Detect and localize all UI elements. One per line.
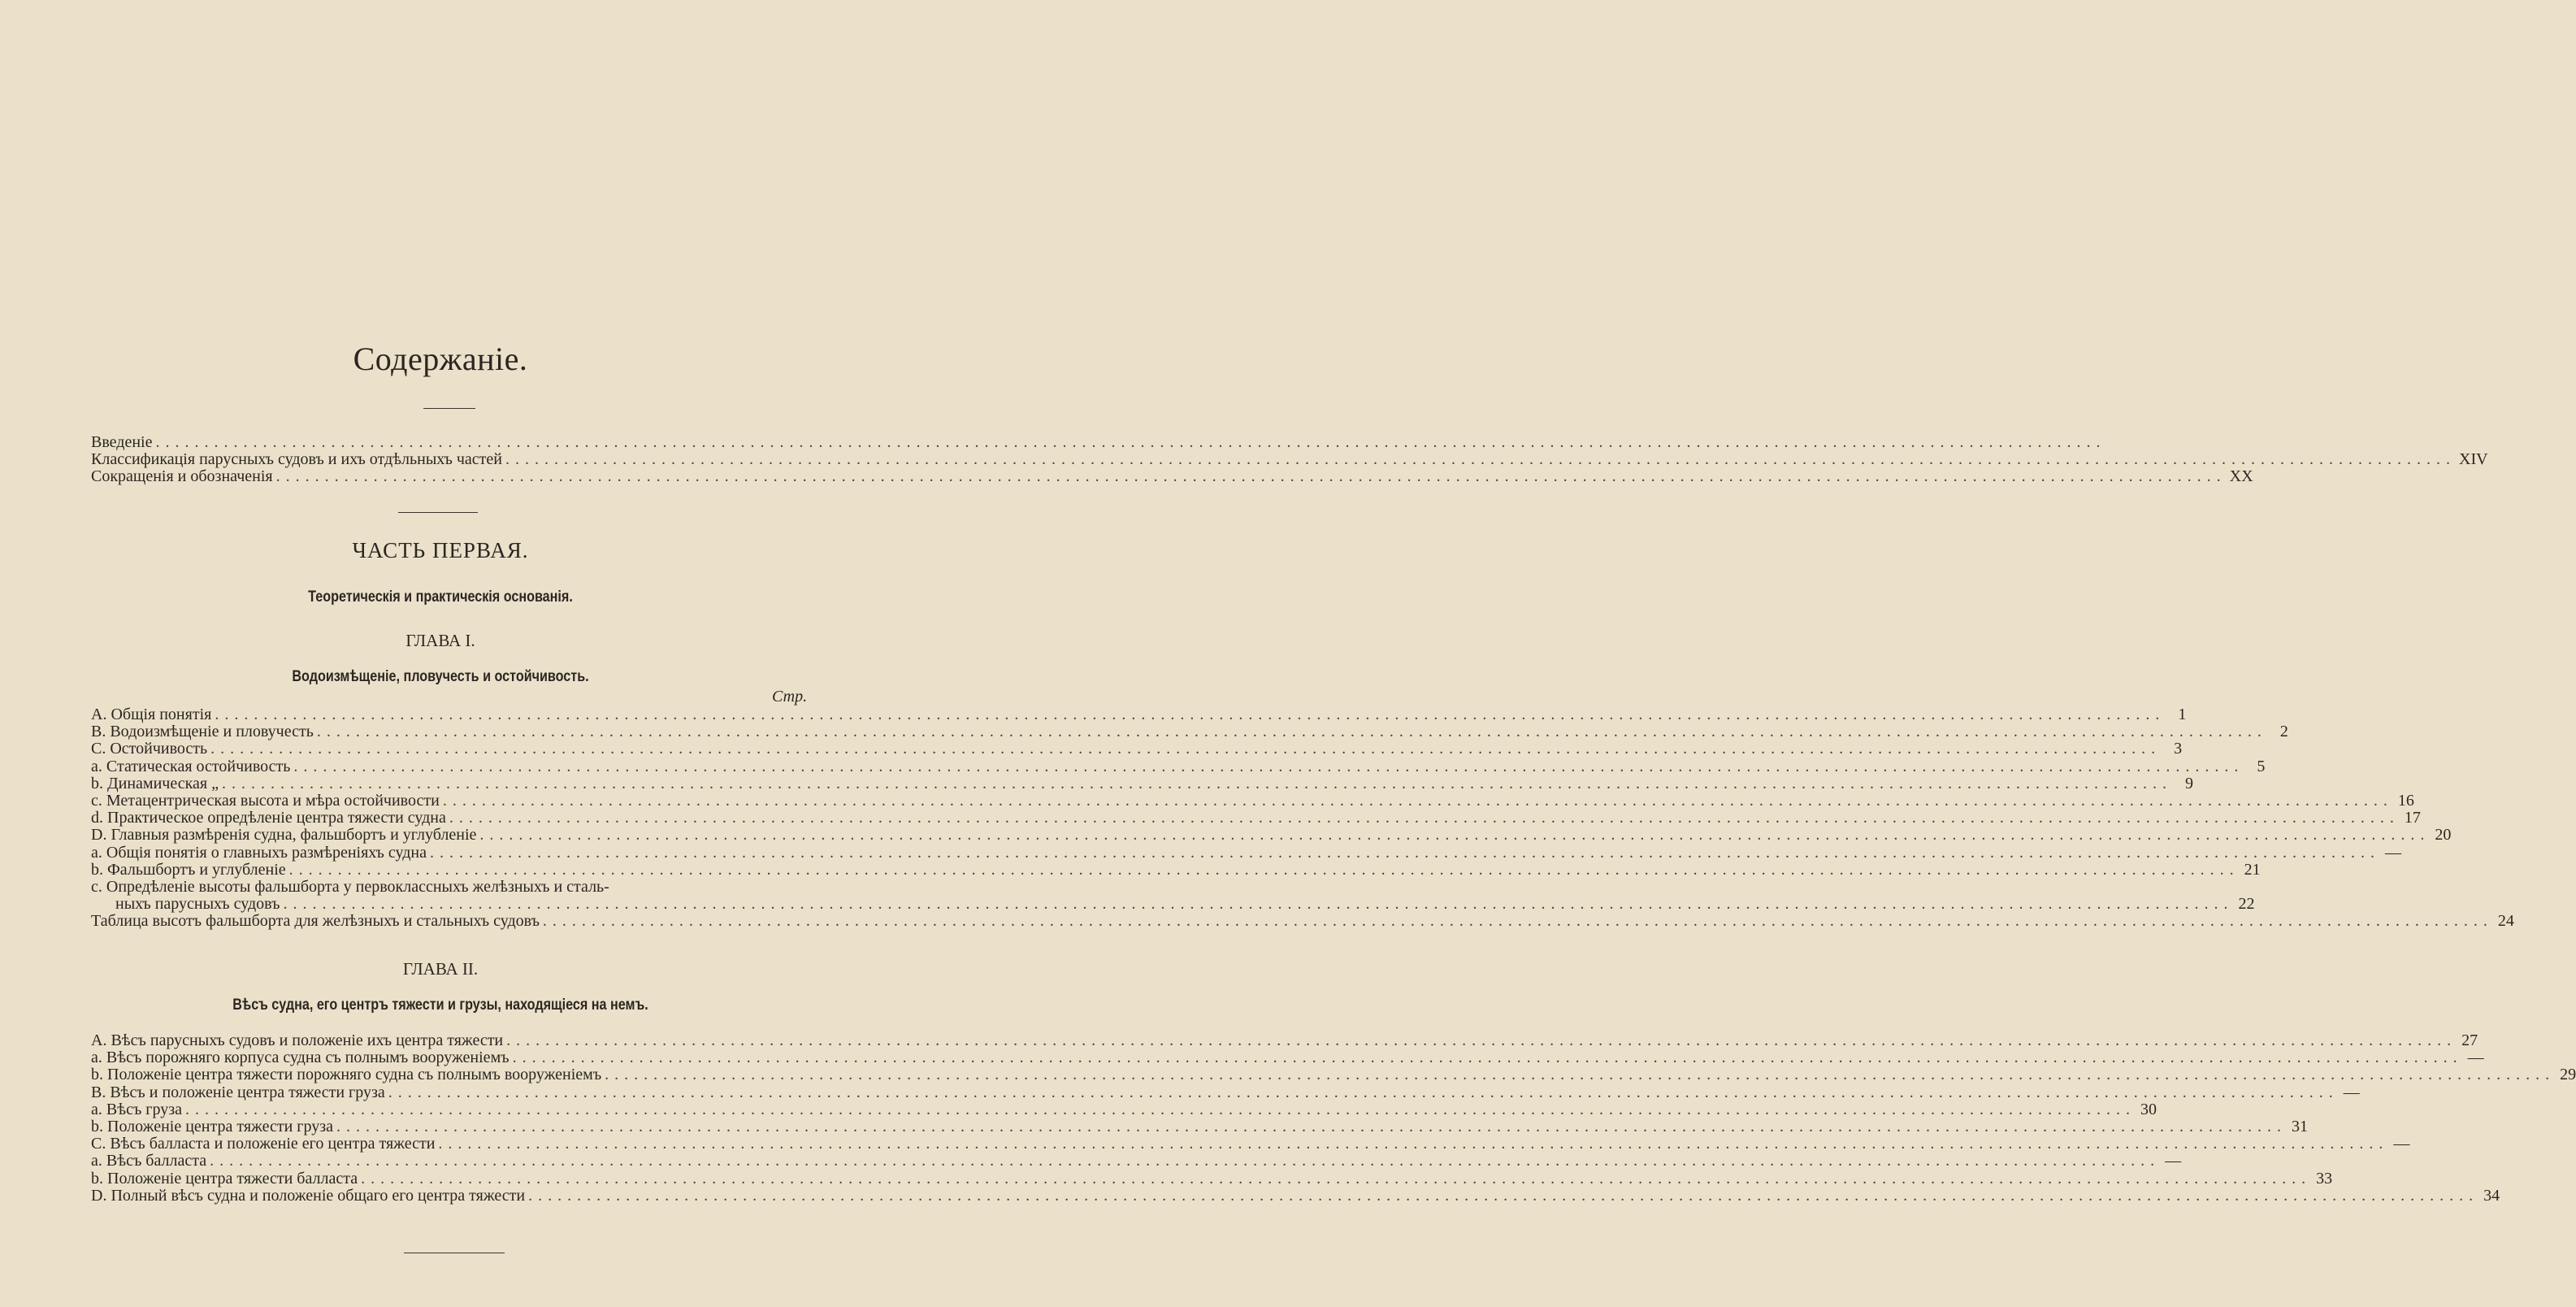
dot-leader: ........................................................................................................................................................................................................ <box>293 757 2244 775</box>
part-title: ЧАСТЬ ПЕРВАЯ. <box>352 538 529 562</box>
toc-entry-page: 16 <box>2397 791 2414 810</box>
toc-entry-page: 31 <box>2292 1117 2309 1135</box>
chapter-2-toc <box>91 1031 2576 1205</box>
toc-entry-label: C. Остойчивость <box>91 740 208 758</box>
toc-entry-label: Классификація парусныхъ судовъ и ихъ отдѣльныхъ частей <box>91 450 502 469</box>
toc-entry-page: 2 <box>2279 723 2288 741</box>
toc-entry-label: a. Статическая остойчивость <box>91 757 291 775</box>
toc-entry-page: 3 <box>2174 740 2183 758</box>
toc-entry-label: b. Динамическая „ <box>91 774 219 792</box>
page-column-header: Стр. <box>772 688 808 706</box>
toc-entry-page: — <box>2467 1049 2484 1067</box>
toc-entry-page: 5 <box>2257 757 2266 775</box>
toc-entry-label: B. Вѣсъ и положеніе центра тяжести груза <box>91 1083 385 1101</box>
toc-entry-label: b. Положеніе центра тяжести порожняго судна съ полнымъ вооруженіемъ <box>91 1066 602 1084</box>
toc-entry <box>91 723 2288 741</box>
toc-entry <box>91 1031 2478 1049</box>
toc-entry <box>91 774 2193 792</box>
dot-leader: ........................................................................................................................................................................................................ <box>430 843 2380 862</box>
intro-toc <box>91 433 2488 486</box>
toc-entry <box>91 879 816 896</box>
toc-entry <box>91 1049 2484 1067</box>
toc-entry-page: — <box>2343 1083 2360 1101</box>
dot-leader: ........................................................................................................................................................................................................ <box>336 1117 2288 1135</box>
toc-entry-label: D. Полный вѣсъ судна и положеніе общаго его центра тяжести <box>91 1186 526 1205</box>
toc-entry-page: 22 <box>2238 895 2255 914</box>
dot-leader: ........................................................................................................................................................................................................ <box>442 791 2393 810</box>
toc-entry-page: 30 <box>2140 1100 2158 1118</box>
page-title: Содержаніе. <box>353 341 528 377</box>
divider <box>398 512 478 513</box>
dot-leader: ........................................................................................................................................................................................................ <box>388 1083 2339 1101</box>
toc-entry-page: 27 <box>2461 1031 2478 1049</box>
dot-leader: ........................................................................................................................................................................................................ <box>210 1152 2161 1170</box>
toc-entry-page: — <box>2165 1152 2182 1170</box>
dot-leader: ........................................................................................................................................................................................................ <box>512 1049 2463 1067</box>
toc-entry-page: 17 <box>2404 809 2421 827</box>
toc-entry <box>91 757 2266 775</box>
toc-entry-label: ныхъ парусныхъ судовъ <box>115 895 280 914</box>
toc-entry-label: A. Вѣсъ парусныхъ судовъ и положеніе ихъ центра тяжести <box>91 1031 504 1049</box>
toc-entry <box>91 895 2255 914</box>
dot-leader: ........................................................................................................................................................................................................ <box>479 826 2431 845</box>
divider <box>423 408 475 409</box>
toc-entry <box>91 826 2452 845</box>
toc-entry-page: XIV <box>2459 450 2488 469</box>
toc-entry-label: C. Вѣсъ балласта и положеніе его центра тяжести <box>91 1135 436 1153</box>
toc-entry <box>91 1083 2360 1101</box>
dot-leader: ........................................................................................................................................................................................................ <box>215 706 2166 723</box>
toc-entry <box>91 740 2183 758</box>
chapter-2-title: ГЛАВА II. <box>402 959 479 979</box>
toc-entry-page: 33 <box>2316 1169 2333 1188</box>
toc-entry-label: b. Положеніе центра тяжести балласта <box>91 1169 358 1188</box>
toc-entry-page: 1 <box>2178 706 2187 723</box>
toc-entry-page: 34 <box>2483 1186 2500 1205</box>
toc-entry-label: b. Положеніе центра тяжести груза <box>91 1117 334 1135</box>
chapter-2-subtitle: Вѣсъ судна, его центръ тяжести и грузы, находящіеся на немъ. <box>232 997 648 1014</box>
dot-leader: ........................................................................................................................................................................................................ <box>438 1135 2389 1153</box>
toc-entry-page: 9 <box>2184 774 2193 792</box>
toc-entry <box>91 1100 2158 1118</box>
toc-entry <box>91 467 2253 486</box>
toc-entry <box>91 706 2187 723</box>
dot-leader: ........................................................................................................................................................................................................ <box>221 774 2172 792</box>
toc-entry <box>91 433 2106 451</box>
dot-leader: ........................................................................................................................................................................................................ <box>505 450 2456 469</box>
toc-entry <box>91 1169 2333 1188</box>
toc-entry-label: A. Общія понятія <box>91 706 212 723</box>
dot-leader: ........................................................................................................................................................................................................ <box>605 1066 2556 1084</box>
toc-entry-page: 20 <box>2435 826 2452 845</box>
toc-entry <box>91 1117 2309 1135</box>
toc-entry <box>91 912 2514 931</box>
toc-entry-label: b. Фальшбортъ и углубленіе <box>91 860 286 879</box>
toc-entry-label: D. Главныя размѣренія судна, фальшбортъ и углубленіе <box>91 826 477 845</box>
dot-leader: ........................................................................................................................................................................................................ <box>449 809 2400 827</box>
toc-entry <box>91 809 2421 827</box>
dot-leader: ........................................................................................................................................................................................................ <box>288 860 2240 879</box>
dot-leader: ........................................................................................................................................................................................................ <box>275 467 2227 486</box>
dot-leader: ........................................................................................................................................................................................................ <box>155 433 2106 451</box>
toc-entry-label: Сокращенія и обозначенія <box>91 467 273 486</box>
toc-entry-label: a. Вѣсъ груза <box>91 1100 183 1118</box>
toc-entry <box>91 791 2414 810</box>
toc-entry-label: d. Практическое опредѣленіе центра тяжести судна <box>91 809 446 827</box>
chapter-1-title: ГЛАВА I. <box>405 631 475 650</box>
dot-leader: ........................................................................................................................................................................................................ <box>210 740 2162 758</box>
toc-entry-label: a. Вѣсъ балласта <box>91 1152 207 1170</box>
chapter-1-subtitle: Водоизмѣщеніе, пловучесть и остойчивость. <box>292 668 589 685</box>
dot-leader: ........................................................................................................................................................................................................ <box>361 1169 2312 1188</box>
toc-entry <box>91 1152 2182 1170</box>
toc-entry <box>91 1135 2410 1153</box>
toc-entry-label: c. Опредѣленіе высоты фальшборта у первоклассныхъ желѣзныхъ и сталь- <box>91 877 609 896</box>
toc-entry <box>91 450 2488 469</box>
dot-leader: ........................................................................................................................................................................................................ <box>542 912 2493 931</box>
toc-entry-label: a. Вѣсъ порожняго корпуса судна съ полнымъ вооруженіемъ <box>91 1049 510 1067</box>
toc-entry <box>91 1186 2500 1205</box>
toc-entry-page: — <box>2393 1135 2410 1153</box>
toc-entry-label: a. Общія понятія о главныхъ размѣреніяхъ судна <box>91 843 427 862</box>
toc-entry-label: Таблица высотъ фальшборта для желѣзныхъ и стальныхъ судовъ <box>91 912 540 931</box>
toc-entry-label: B. Водоизмѣщеніе и пловучесть <box>91 723 314 741</box>
toc-entry-page: XX <box>2229 467 2253 486</box>
toc-entry-page: 21 <box>2244 860 2261 879</box>
dot-leader: ........................................................................................................................................................................................................ <box>283 895 2234 914</box>
toc-entry <box>91 843 2401 862</box>
toc-entry-page: — <box>2385 843 2401 862</box>
toc-entry-page: 24 <box>2497 912 2514 931</box>
chapter-1-toc <box>91 706 2514 931</box>
dot-leader: ........................................................................................................................................................................................................ <box>506 1031 2457 1049</box>
toc-entry-page: 29 <box>2560 1066 2576 1084</box>
toc-entry-label: Введеніе <box>91 433 153 451</box>
dot-leader: ........................................................................................................................................................................................................ <box>528 1186 2479 1205</box>
part-subtitle: Теоретическія и практическія основанія. <box>308 588 573 606</box>
toc-entry <box>91 1066 2576 1084</box>
toc-entry-label: c. Метацентрическая высота и мѣра остойчивости <box>91 791 440 810</box>
dot-leader: ........................................................................................................................................................................................................ <box>185 1100 2136 1118</box>
toc-entry <box>91 860 2261 879</box>
dot-leader: ........................................................................................................................................................................................................ <box>316 723 2267 741</box>
